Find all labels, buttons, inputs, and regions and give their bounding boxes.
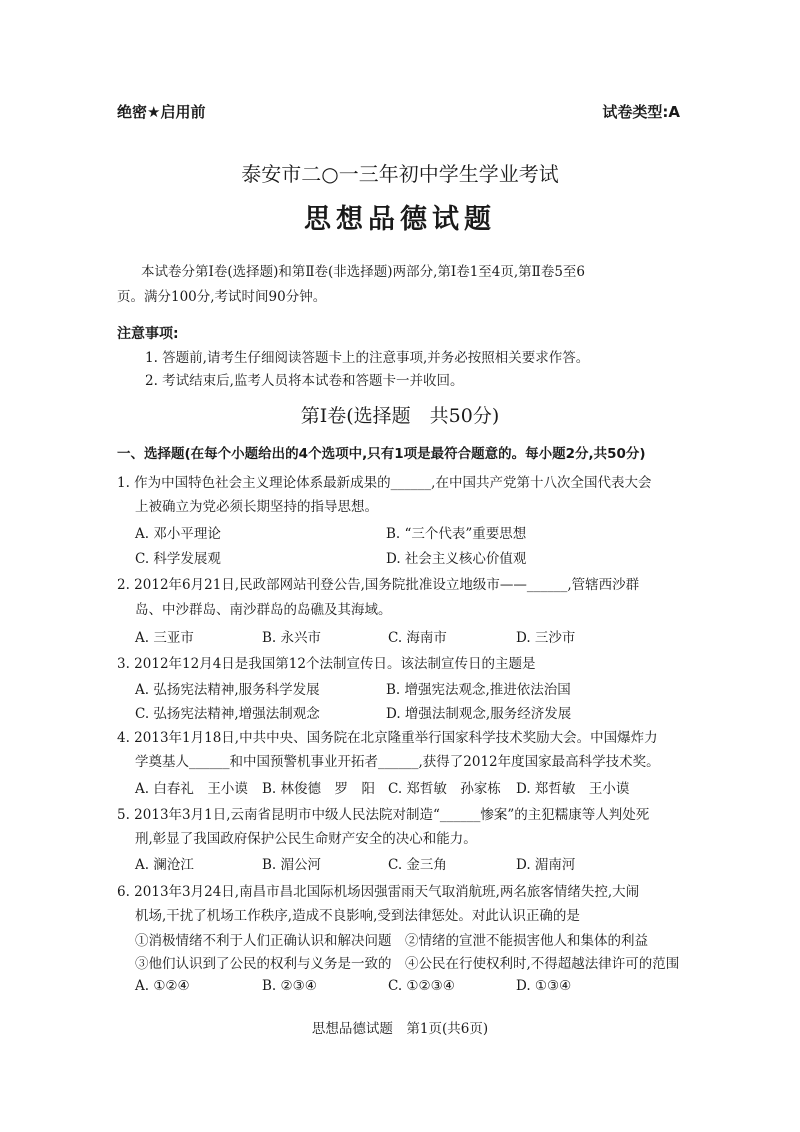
- question-stem: 2. 2012年6月21日,民政部网站刊登公告,国务院批准设立地级市——______,管辖西沙群: [117, 577, 640, 593]
- option-d: D. 社会主义核心价值观: [386, 551, 527, 567]
- option-d: D. 湄南河: [516, 857, 576, 873]
- option-b: B. 湄公河: [262, 857, 322, 873]
- option-d: D. 增强法制观念,服务经济发展: [386, 706, 572, 722]
- intro-line-1: 本试卷分第Ⅰ卷(选择题)和第Ⅱ卷(非选择题)两部分,第Ⅰ卷1至4页,第Ⅱ卷5至6: [141, 264, 586, 280]
- option-b: B. 永兴市: [262, 630, 322, 646]
- question-stem: 3. 2012年12月4日是我国第12个法制宣传日。该法制宣传日的主题是: [117, 656, 536, 672]
- note-item: 2. 考试结束后,监考人员将本试卷和答题卡一并收回。: [145, 373, 464, 389]
- option-b: B. 增强宪法观念,推进依法治国: [386, 682, 571, 698]
- option-c: C. 科学发展观: [135, 551, 221, 567]
- option-d: D. 三沙市: [516, 630, 576, 646]
- option-c: C. 金三角: [388, 857, 447, 873]
- question-stem: 1. 作为中国特色社会主义理论体系最新成果的______,在中国共产党第十八次全国代表大会: [117, 475, 652, 491]
- question-stem: 5. 2013年3月1日,云南省昆明市中级人民法院对制造“______惨案”的主犯糯康等人判处死: [117, 807, 650, 823]
- option-b: B. ②③④: [262, 978, 317, 994]
- section-instruction: 一、选择题(在每个小题给出的4个选项中,只有1项是最符合题意的。每小题2分,共50分): [117, 446, 646, 462]
- option-c: C. 海南市: [388, 630, 447, 646]
- confidential-label: 绝密★启用前: [117, 103, 206, 121]
- notes-heading: 注意事项:: [117, 326, 179, 342]
- option-d: D. 郑哲敏 王小谟: [516, 781, 630, 797]
- option-c: C. 郑哲敏 孙家栋: [388, 781, 501, 797]
- statement-line: ①消极情绪不利于人们正确认识和解决问题 ②情绪的宣泄不能损害他人和集体的利益: [135, 933, 648, 949]
- question-stem: 刑,彰显了我国政府保护公民生命财产安全的决心和能力。: [135, 831, 477, 847]
- section-title: 第Ⅰ卷(选择题 共50分): [300, 405, 500, 427]
- option-a: A. 邓小平理论: [135, 526, 221, 542]
- option-a: A. 弘扬宪法精神,服务科学发展: [135, 682, 320, 698]
- question-stem: 6. 2013年3月24日,南昌市昌北国际机场因强雷雨天气取消航班,两名旅客情绪失控,大闹: [117, 884, 640, 900]
- paper-type-label: 试卷类型:A: [602, 103, 680, 121]
- question-stem: 上被确立为党必须长期坚持的指导思想。: [135, 499, 378, 515]
- option-a: A. ①②④: [135, 978, 190, 994]
- intro-line-2: 页。满分100分,考试时间90分钟。: [117, 289, 327, 305]
- question-stem: 岛、中沙群岛、南沙群岛的岛礁及其海域。: [135, 602, 392, 618]
- subject-title: 思想品德试题: [304, 204, 496, 235]
- page-footer: 思想品德试题 第1页(共6页): [311, 1021, 489, 1037]
- question-stem: 4. 2013年1月18日,中共中央、国务院在北京隆重举行国家科学技术奖励大会。中国爆炸力: [117, 730, 658, 746]
- option-c: C. 弘扬宪法精神,增强法制观念: [135, 706, 320, 722]
- option-d: D. ①③④: [516, 978, 572, 994]
- option-a: A. 白春礼 王小谟: [135, 781, 248, 797]
- option-b: B. “三个代表”重要思想: [386, 526, 527, 542]
- option-a: A. 三亚市: [135, 630, 194, 646]
- option-b: B. 林俊德 罗 阳: [262, 781, 376, 797]
- question-stem: 机场,干扰了机场工作秩序,造成不良影响,受到法律惩处。对此认识正确的是: [135, 908, 580, 924]
- option-c: C. ①②③④: [388, 978, 455, 994]
- question-stem: 学奠基人______和中国预警机事业开拓者______,获得了2012年度国家最高科学技术奖。: [135, 754, 660, 770]
- exam-title: 泰安市二○一三年初中学生学业考试: [241, 162, 559, 186]
- option-a: A. 澜沧江: [135, 857, 194, 873]
- statement-line: ③他们认识到了公民的权利与义务是一致的 ④公民在行使权利时,不得超越法律许可的范围: [135, 956, 680, 972]
- note-item: 1. 答题前,请考生仔细阅读答题卡上的注意事项,并务必按照相关要求作答。: [145, 350, 590, 366]
